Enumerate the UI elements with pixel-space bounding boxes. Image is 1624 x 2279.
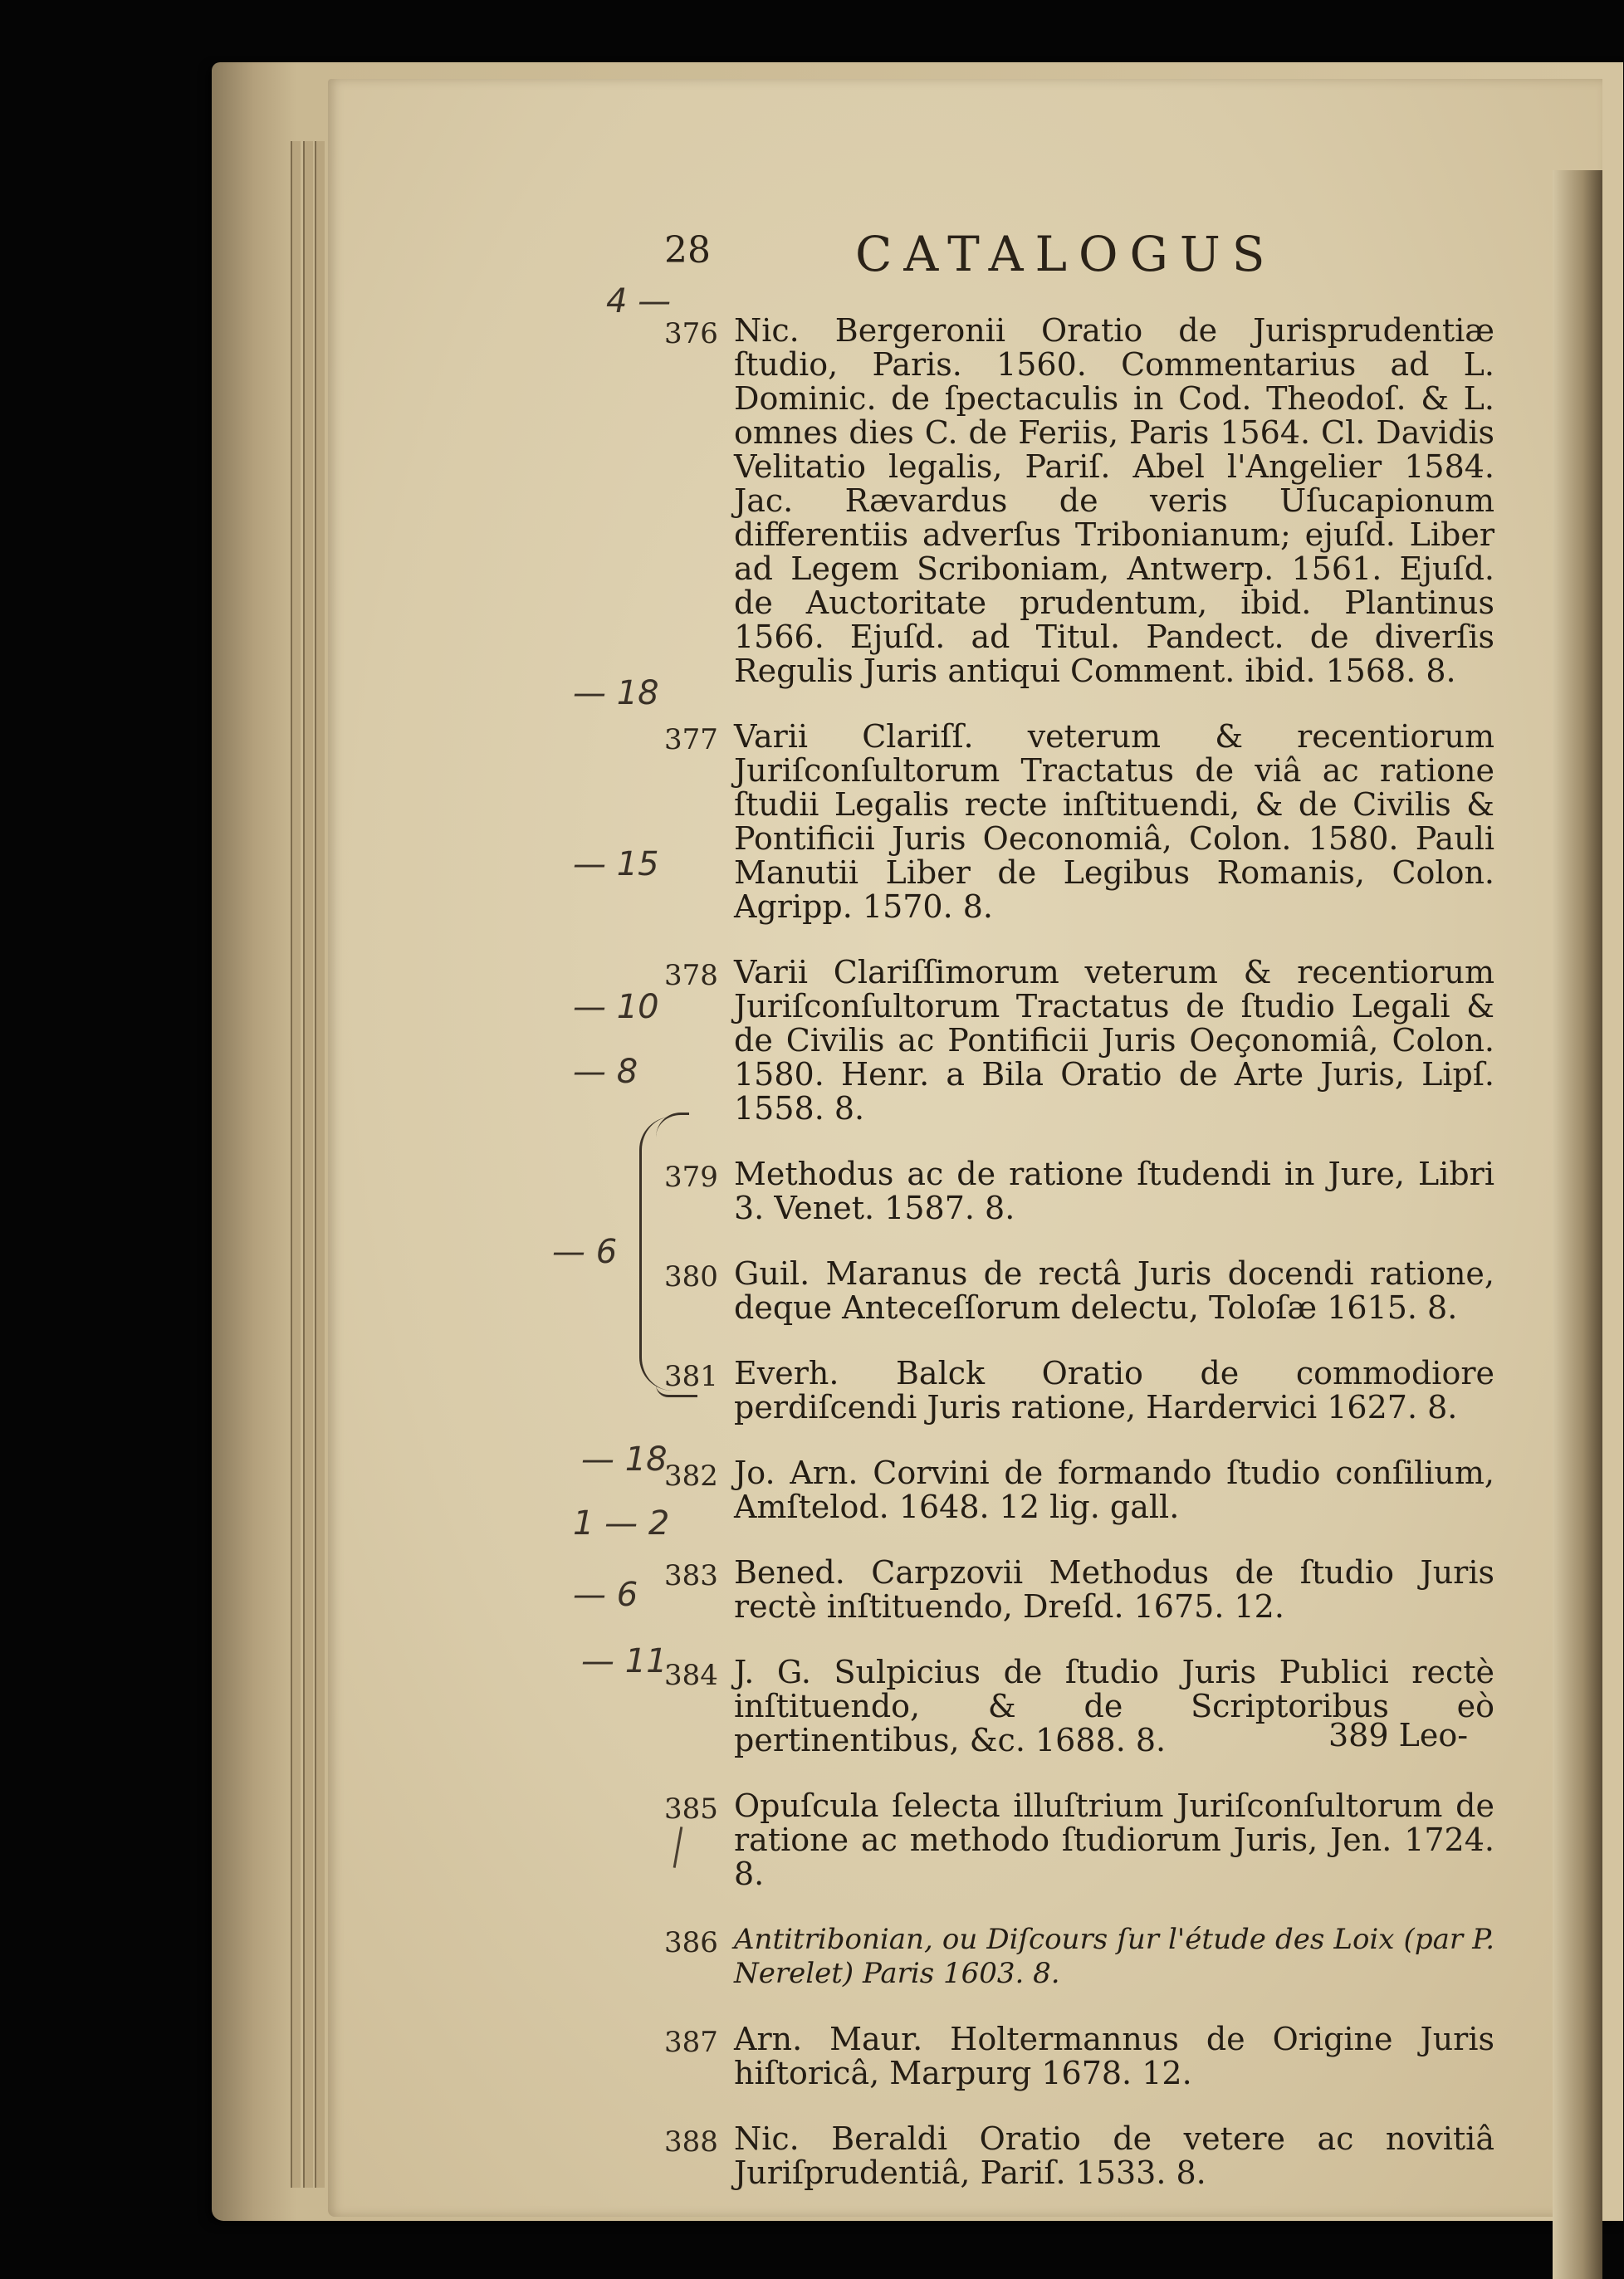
- running-title: CATALOGUS: [855, 226, 1277, 282]
- entry-text: Jo. Arn. Corvini de formando ſtudio conſilium, Amſtelod. 1648. 12 lig. gall.: [734, 1455, 1494, 1525]
- entry-number: 388: [664, 2125, 718, 2159]
- entry-text: Antitribonian, ou Diſcours ſur l'étude des Loix (par P. Nerelet) Paris 1603. 8.: [734, 1923, 1494, 1990]
- entry-number: 384: [664, 1659, 718, 1692]
- entry-text: J. G. Sulpicius de ſtudio Juris Publici rectè inſtituendo, & de Scriptoribus eò pertinentibus, &c. 1688. 8.: [734, 1654, 1494, 1758]
- entry-number: 377: [664, 723, 718, 756]
- catalog-entry: [664, 314, 1494, 688]
- catalog-entry: [664, 2022, 1494, 2091]
- handwritten-note-386: 1 — 2: [573, 1504, 670, 1543]
- handwritten-note-385: — 18: [581, 1440, 668, 1479]
- entry-text: Varii Clariſſimorum veterum & recentiorum Juriſconſultorum Tractatus de ſtudio Legali & de Civilis ac Pontificii Juris Oeçonomiâ, Colon. 1580. Henr. a Bila Oratio de Arte Juris, Lipſ. 1558. 8.: [734, 954, 1494, 1127]
- catalog-entry: [664, 956, 1494, 1126]
- entry-number: 379: [664, 1161, 718, 1194]
- entry-number: 383: [664, 1559, 718, 1592]
- book-gutter: [1553, 170, 1602, 2279]
- catalog-entry: [664, 1357, 1494, 1425]
- page-edge: [291, 141, 301, 2188]
- handwritten-note-381-384: — 6: [552, 1233, 618, 1271]
- folio-number: 28: [664, 229, 711, 271]
- catalog-entries: [664, 282, 1494, 2222]
- entry-number: 382: [664, 1460, 718, 1493]
- page-header: [664, 226, 1478, 284]
- entry-text: Arn. Maur. Holtermannus de Origine Juris hiſtoricâ, Marpurg 1678. 12.: [734, 2021, 1494, 2091]
- catalog-entry: [664, 1789, 1494, 1891]
- entry-number: 387: [664, 2026, 718, 2059]
- catalog-entry: [664, 1456, 1494, 1524]
- catalog-entry: [664, 720, 1494, 924]
- catchword: 389 Leo-: [1328, 1717, 1469, 1753]
- entry-text: Methodus ac de ratione ſtudendi in Jure, Libri 3. Venet. 1587. 8.: [734, 1156, 1494, 1226]
- entry-number: 376: [664, 317, 718, 350]
- handwritten-note-379: — 10: [573, 988, 659, 1026]
- entry-text: Everh. Balck Oratio de commodiore perdiſcendi Juris ratione, Hardervici 1627. 8.: [734, 1355, 1494, 1426]
- catalog-entry: [664, 1257, 1494, 1325]
- page-edge: [303, 141, 313, 2188]
- entry-text: Varii Clariſſ. veterum & recentiorum Juriſconſultorum Tractatus de viâ ac ratione ſtudii Legalis recte inſtituendi, & de Civilis & Pontificii Juris Oeconomiâ, Colon. 1580. Pauli Manutii Liber de Legibus Romanis, Colon. Agripp. 1570. 8.: [734, 718, 1494, 925]
- handwritten-note-387: — 6: [573, 1576, 638, 1614]
- entry-number: 385: [664, 1792, 718, 1826]
- entry-number: 378: [664, 959, 718, 992]
- entry-text: Nic. Beraldi Oratio de vetere ac novitiâ Juriſprudentiâ, Pariſ. 1533. 8.: [734, 2120, 1494, 2191]
- handwritten-note-380: — 8: [573, 1053, 638, 1091]
- entry-text: Nic. Bergeronii Oratio de Jurisprudentiæ ſtudio, Paris. 1560. Commentarius ad L. Dominic. de ſpectaculis in Cod. Theodoſ. & L. omnes dies C. de Feriis, Paris 1564. Cl. Davidis Velitatio legalis, Pariſ. Abel l'Angelier 1584. Jac. Rævardus de veris Uſucapionum differentiis adverſus Tribonianum; ejuſd. Liber ad Legem Scriboniam, Antwerp. 1561. Ejuſd. de Auctoritate prudentum, ibid. Plantinus 1566. Ejuſd. ad Titul. Pandect. de diverſis Regulis Juris antiqui Comment. ibid. 1568. 8.: [734, 312, 1494, 689]
- catalog-entry: [664, 1556, 1494, 1624]
- handwritten-note-376: 4 —: [606, 282, 672, 320]
- handwritten-note-388: — 11: [581, 1642, 668, 1680]
- handwritten-note-377: — 18: [573, 674, 659, 712]
- handwritten-bracket-bottom: [656, 1385, 697, 1397]
- entry-text: Bened. Carpzovii Methodus de ſtudio Juris rectè inſtituendo, Dreſd. 1675. 12.: [734, 1554, 1494, 1625]
- entry-number: 381: [664, 1360, 718, 1393]
- catalog-entry: [664, 1923, 1494, 1991]
- entry-text: Guil. Maranus de rectâ Juris docendi ratione, deque Anteceſſorum delectu, Toloſæ 1615. 8.: [734, 1255, 1494, 1326]
- catalog-entry: [664, 1157, 1494, 1225]
- entry-number: 380: [664, 1260, 718, 1294]
- catalog-entry: [664, 2122, 1494, 2190]
- handwritten-note-378: — 15: [573, 845, 659, 883]
- page-edge: [315, 141, 325, 2188]
- entry-text: Opuſcula ſelecta illuſtrium Juriſconſultorum de ratione ac methodo ſtudiorum Juris, Jen. 1724. 8.: [734, 1787, 1494, 1892]
- handwritten-bracket: [639, 1117, 692, 1391]
- entry-number: 386: [664, 1926, 718, 1959]
